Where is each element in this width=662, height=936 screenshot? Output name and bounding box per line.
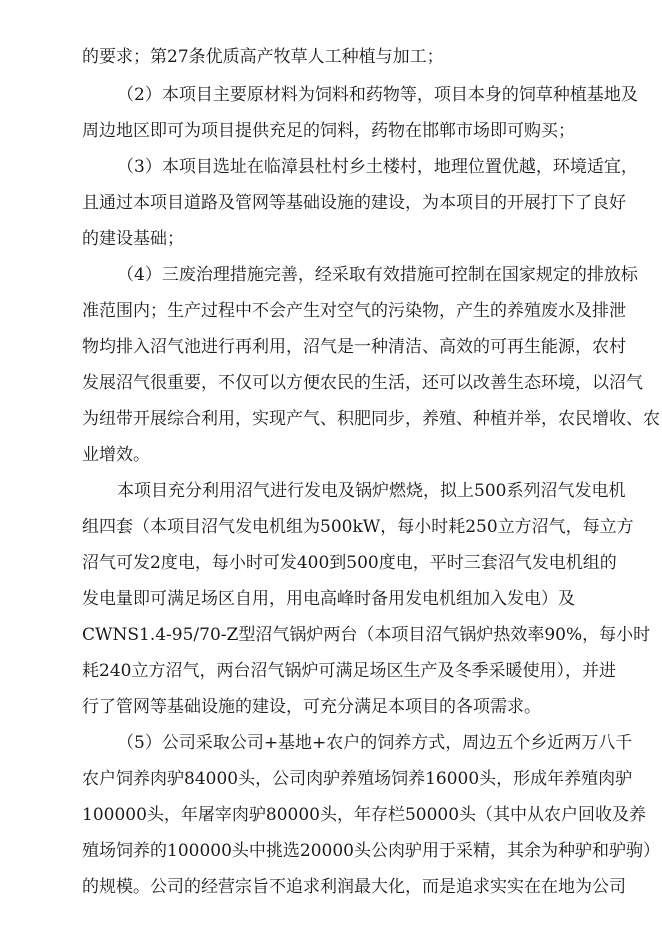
text-line-3: 周边地区即可为项目提供充足的饲料，药物在邯郸市场即可购买；	[82, 121, 575, 141]
text-line-15: 沼气可发2度电，每小时可发400到500度电，平时三套沼气发电机组的	[82, 553, 617, 573]
text-line-2: （2）本项目主要原材料为饲料和药物等，项目本身的饲草种植基地及	[117, 85, 638, 105]
text-line-16: 发电量即可满足场区自用，用电高峰时备用发电机组加入发电）及	[82, 589, 575, 609]
text-line-22: 100000头，年屠宰肉驴80000头，年存栏50000头（其中从农户回收及养	[82, 805, 647, 825]
text-line-14: 组四套（本项目沼气发电机组为500kW，每小时耗250立方沼气，每立方	[82, 517, 634, 537]
text-line-24: 的规模。公司的经营宗旨不追求利润最大化，而是追求实实在在地为公司	[82, 877, 626, 897]
text-line-1: 的要求；第27条优质高产牧草人工种植与加工；	[82, 47, 444, 67]
text-line-10: 发展沼气很重要，不仅可以方便农民的生活，还可以改善生态环境，以沼气	[82, 373, 643, 393]
text-line-17: CWNS1.4-95/70-Z型沼气锅炉两台（本项目沼气锅炉热效率90%，每小时	[82, 625, 651, 645]
text-line-11: 为纽带开展综合利用，实现产气、积肥同步，养殖、种植并举，农民增收、农	[82, 409, 660, 429]
text-line-5: 且通过本项目道路及管网等基础设施的建设，为本项目的开展打下了良好	[82, 193, 626, 213]
text-line-4: （3）本项目选址在临漳县杜村乡土楼村，地理位置优越，环境适宜，	[117, 157, 638, 177]
text-line-21: 农户饲养肉驴84000头，公司肉驴养殖场饲养16000头，形成年养殖肉驴	[82, 769, 633, 789]
text-line-12: 业增效。	[82, 445, 150, 465]
text-line-13: 本项目充分利用沼气进行发电及锅炉燃烧，拟上500系列沼气发电机	[117, 481, 626, 501]
text-line-7: （4）三废治理措施完善，经采取有效措施可控制在国家规定的排放标	[117, 265, 638, 285]
text-line-19: 行了管网等基础设施的建设，可充分满足本项目的各项需求。	[82, 697, 541, 717]
text-line-6: 的建设基础；	[82, 229, 184, 249]
text-line-9: 物均排入沼气池进行再利用，沼气是一种清洁、高效的可再生能源，农村	[82, 337, 626, 357]
text-line-8: 准范围内；生产过程中不会产生对空气的污染物，产生的养殖废水及排泄	[82, 301, 626, 321]
text-line-18: 耗240立方沼气，两台沼气锅炉可满足场区生产及冬季采暖使用），并进	[82, 661, 616, 681]
text-line-20: （5）公司采取公司+基地+农户的饲养方式，周边五个乡近两万八千	[117, 733, 633, 753]
text-line-23: 殖场饲养的100000头中挑选20000头公肉驴用于采精，其余为种驴和驴驹）	[82, 841, 660, 861]
